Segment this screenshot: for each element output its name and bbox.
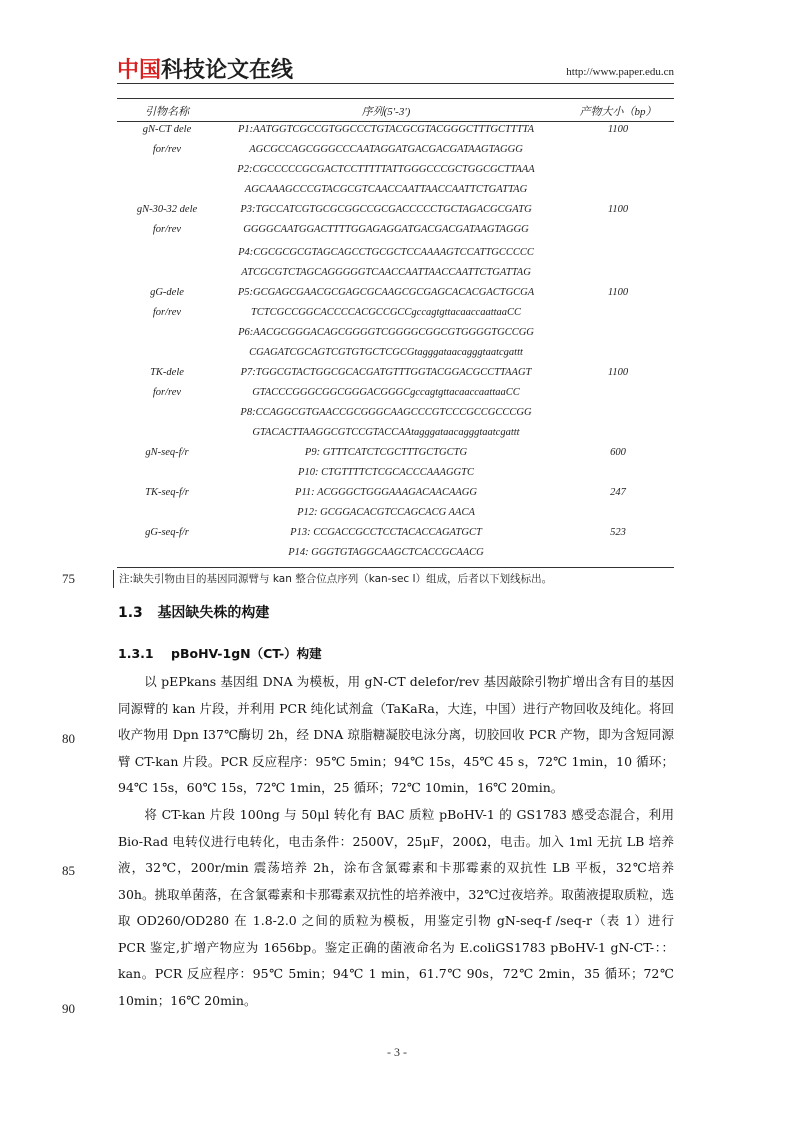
line-number: 90 <box>62 1001 75 1016</box>
sequence-cell: ATCGCGTCTAGCAGGGGGTCAACCAATTAACCAATTCTGATTAG <box>241 267 531 278</box>
section-title: 基因缺失株的构建 <box>157 605 270 621</box>
table-bottom-rule <box>117 567 674 568</box>
subsection-title: pBoHV-1gN（CT-）构建 <box>171 646 322 661</box>
sequence-cell: GTACACTTAAGGCGTCCGTACCAAtagggataacagggtaatcgattt <box>252 427 520 438</box>
primer-name-cell: gN-seq-f/r <box>145 447 189 458</box>
logo-red-text: 中国 <box>117 58 162 83</box>
primer-name-cell: gN-30-32 dele <box>136 204 198 215</box>
primer-name-cell: TK-dele <box>150 367 184 378</box>
sequence-cell: P9: GTTTCATCTCGCTTTGCTGCTG <box>304 447 468 458</box>
subsection-heading <box>118 644 322 662</box>
line-number: 75 <box>62 571 75 586</box>
paragraph-text: 将 CT-kan 片段 100ng 与 50μl 转化有 BAC 质粒 pBoHV-1 的 GS1783 感受态混合，利用 Bio-Rad 电转仪进行电转化，电击条件：2500V，25μF，200Ω，电击。加入 1ml 无抗 LB 培养液，32℃，200r/min 震荡培养 2h，涂布含氯霉素和卡那霉素的双抗性 LB 平板，32℃培养 30h。挑取单菌落，在含氯霉素和卡那霉素双抗性的培养液中，32℃过夜培养。取菌液提取质粒，选取 OD260/OD280 在 1.8-2.0 之间的质粒为模板，用鉴定引物 gN-seq-f /seq-r（表 1）进行 PCR 鉴定,扩增产物应为 1656bp。鉴定正确的菌液命名为 E.coliGS1783 pBoHV-1 gN-CT-：：kan。PCR 反应程序：95℃ 5min；94℃ 1 min，61.7℃ 90s，72℃ 2min，35 循环；72℃ 10min；16℃ 20min。 <box>118 807 675 1008</box>
sequence-cell: P8:CCAGGCGTGAACCGCGGGCAAGCCCGTCCCGCCGCCCGG <box>240 407 532 418</box>
sequence-cell: TCTCGCCGGCACCCCACGCCGCCgccagtgttacaaccaattaaCC <box>250 307 522 318</box>
section-number: 1.3 <box>118 605 143 621</box>
line-number: 85 <box>62 863 75 878</box>
sequence-cell: P13: CCGACCGCCTCCTACACCAGATGCT <box>290 527 482 538</box>
page-number: - 3 - <box>387 1045 407 1059</box>
journal-logo <box>117 58 293 84</box>
table-top-rule <box>117 98 674 99</box>
section-heading <box>118 602 269 622</box>
subsection-number: 1.3.1 <box>118 646 154 661</box>
primer-name-cell: for/rev <box>152 144 182 155</box>
sequence-cell: P1:AATGGTCGCCGTGGCCCTGTACGCGTACGGGCTTTGCTTTTA <box>237 124 535 135</box>
primer-name-cell: gG-seq-f/r <box>145 527 189 538</box>
primer-name-cell: for/rev <box>152 387 182 398</box>
sequence-cell: GTACCCGGGCGGCGGGACGGGCgccagtgttacaaccaattaaCC <box>252 387 520 398</box>
product-size-cell: 600 <box>610 447 626 458</box>
sequence-cell: P12: GCGGACACGTCCAGCACG AACA <box>297 507 475 518</box>
primer-name-cell: for/rev <box>152 307 182 318</box>
sequence-cell: P7:TGGCGTACTGGCGCACGATGTTTGGTACGGACGCCTTAAGT <box>240 367 532 378</box>
table-header-product-size: 产物大小（bp） <box>579 106 657 118</box>
sequence-cell: P4:CGCGCGCGTAGCAGCCTGCGCTCCAAAAGTCCATTGCCCCC <box>238 247 534 258</box>
sequence-cell: P10: CTGTTTTCTCGCACCCAAAGGTC <box>298 467 474 478</box>
sequence-cell: P14: GGGTGTAGGCAAGCTCACCGCAACG <box>288 547 484 558</box>
body-paragraph <box>118 669 674 802</box>
product-size-cell: 247 <box>610 487 626 498</box>
primer-name-cell: TK-seq-f/r <box>145 487 189 498</box>
sequence-cell: AGCGCCAGCGGGCCCAATAGGATGACGACGATAAGTAGGG <box>249 144 523 155</box>
product-size-cell: 1100 <box>607 204 629 215</box>
sequence-cell: P2:CGCCCCCGCGACTCCTTTTTATTGGGCCCGCTGGCGCTTAAA <box>237 164 535 175</box>
primer-name-cell: gN-CT dele <box>142 124 192 135</box>
sequence-cell: P3:TGCCATCGTGCGCGGCCGCGACCCCCTGCTAGACGCGATG <box>240 204 532 215</box>
table-header-sequence: 序列(5'-3') <box>361 106 411 118</box>
sequence-cell: CGAGATCGCAGTCGTGTGCTCGCGtagggataacagggtaatcgattt <box>249 347 523 358</box>
sequence-cell: GGGGCAATGGACTTTTGGAGAGGATGACGACGATAAGTAGGG <box>243 224 529 235</box>
product-size-cell: 523 <box>610 527 626 538</box>
primer-name-cell: for/rev <box>152 224 182 235</box>
product-size-cell: 1100 <box>607 287 629 298</box>
paragraph-text: 以 pEPkans 基因组 DNA 为模板，用 gN-CT delefor/rev 基因敲除引物扩增出含有目的基因同源臂的 kan 片段，并利用 PCR 纯化试剂盒（TaKaRa，大连，中国）进行产物回收及纯化。将回收产物用 Dpn Ⅰ37℃酶切 2h，经 DNA 琼脂糖凝胶电泳分离，切胶回收 PCR 产物，即为含短同源臂 CT-kan 片段。PCR 反应程序：95℃ 5min；94℃ 15s，45℃ 45 s，72℃ 1min，10 循环；94℃ 15s，60℃ 15s，72℃ 1min，25 循环；72℃ 10min，16℃ 20min。 <box>118 674 674 795</box>
body-paragraph <box>118 802 674 1014</box>
table-header-primer-name: 引物名称 <box>145 106 189 118</box>
sequence-cell: AGCAAAGCCCGTACGCGTCAACCAATTAACCAATTCTGATTAG <box>244 184 528 195</box>
header-url[interactable]: http://www.paper.edu.cn <box>566 66 674 78</box>
logo-dark-text: 科技论文在线 <box>161 58 294 83</box>
primer-name-cell: gG-dele <box>150 287 184 298</box>
sequence-cell: P11: ACGGGCTGGGAAAGACAACAAGG <box>295 487 477 498</box>
table-note: 注:缺失引物由目的基因同源臂与 kan 整合位点序列（kan-sec Ⅰ）组成，后者以下划线标出。 <box>119 573 553 585</box>
product-size-cell: 1100 <box>607 124 629 135</box>
note-margin-bar <box>113 570 114 588</box>
line-number: 80 <box>62 731 75 746</box>
table-header-rule <box>117 121 674 122</box>
product-size-cell: 1100 <box>607 367 629 378</box>
header-divider <box>117 83 674 84</box>
sequence-cell: P5:GCGAGCGAACGCGAGCGCAAGCGCGAGCACACGACTGCGA <box>237 287 535 298</box>
sequence-cell: P6:AACGCGGGACAGCGGGGTCGGGGCGGCGTGGGGTGCCGG <box>238 327 534 338</box>
